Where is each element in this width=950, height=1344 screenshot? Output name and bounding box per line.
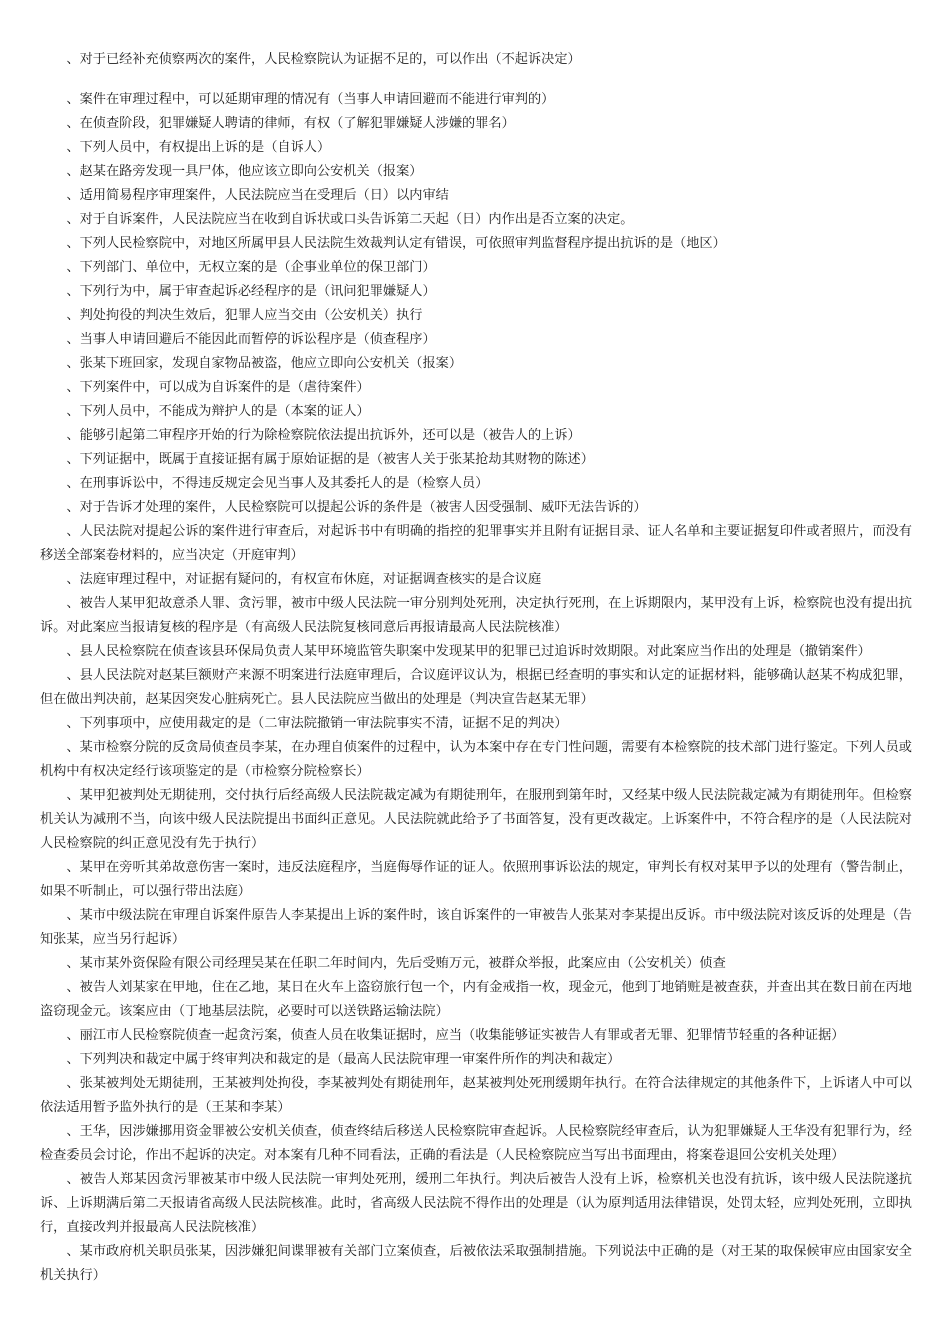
question-item: 、丽江市人民检察院侦查一起贪污案，侦查人员在收集证据时，应当（收集能够证实被告人有罪或者无罪、犯罪情节轻重的各种证据）	[66, 1028, 845, 1043]
question-item: 、下列判决和裁定中属于终审判决和裁定的是（最高人民法院审理一审案件所作的判决和裁定）	[66, 1052, 621, 1067]
question-item: 、当事人申请回避后不能因此而暂停的诉讼程序是（侦查程序）	[66, 332, 436, 347]
question-item: 、下列人员中，有权提出上诉的是（自诉人）	[66, 140, 331, 155]
question-item: 、被告人某甲犯故意杀人罪、贪污罪，被市中级人民法院一审分别判处死刑，决定执行死刑，在上诉期限内，某甲没有上诉，检察院也没有提出抗诉。对此案应当报请复核的程序是（有高级人民法院复核同意后再报请最高人民法院核准）	[40, 596, 912, 635]
question-item: 、法庭审理过程中，对证据有疑问的，有权宣布休庭，对证据调查核实的是合议庭	[66, 572, 542, 587]
question-item: 、下列证据中，既属于直接证据有属于原始证据的是（被害人关于张某抢劫其财物的陈述）	[66, 452, 594, 467]
question-item: 、判处拘役的判决生效后，犯罪人应当交由（公安机关）执行	[66, 308, 423, 323]
question-item: 、王华，因涉嫌挪用资金罪被公安机关侦查，侦查终结后移送人民检察院审查起诉。人民检察院经审查后，认为犯罪嫌疑人王华没有犯罪行为，经检查委员会讨论，作出不起诉的决定。对本案有几种不同看法，正确的看法是（人民检察院应当写出书面理由，将案卷退回公安机关处理）	[40, 1124, 912, 1163]
question-item: 、被告人郑某因贪污罪被某市中级人民法院一审判处死刑，缓刑二年执行。判决后被告人没有上诉，检察机关也没有抗诉，该中级人民法院遂抗诉、上诉期满后第二天报请省高级人民法院核准。此时，省高级人民法院不得作出的处理是（认为原判适用法律错误，处罚太轻，应判处死刑，立即执行，直接改判并报最高人民法院核准）	[40, 1172, 912, 1235]
question-item: 、对于自诉案件，人民法院应当在收到自诉状或口头告诉第二天起（日）内作出是否立案的决定。	[66, 212, 634, 227]
question-item: 、下列人员中，不能成为辩护人的是（本案的证人）	[66, 404, 370, 419]
question-item: 、下列案件中，可以成为自诉案件的是（虐待案件）	[66, 380, 370, 395]
question-item: 、对于已经补充侦察两次的案件，人民检察院认为证据不足的，可以作出（不起诉决定）	[66, 52, 581, 67]
question-item: 、能够引起第二审程序开始的行为除检察院依法提出抗诉外，还可以是（被告人的上诉）	[66, 428, 581, 443]
question-item: 、下列部门、单位中，无权立案的是（企事业单位的保卫部门）	[66, 260, 436, 275]
question-item: 、赵某在路旁发现一具尸体，他应该立即向公安机关（报案）	[66, 164, 423, 179]
question-item: 、某甲犯被判处无期徒刑，交付执行后经高级人民法院裁定减为有期徒刑年，在服刑到第年时，又经某中级人民法院裁定减为有期徒刑年。但检察机关认为减刑不当，向该中级人民法院提出书面纠正意见。人民法院就此给予了书面答复，没有更改裁定。上诉案件中，不符合程序的是（人民法院对人民检察院的纠正意见没有先于执行）	[40, 788, 912, 851]
question-item: 、在刑事诉讼中，不得违反规定会见当事人及其委托人的是（检察人员）	[66, 476, 489, 491]
question-item: 、县人民检察院在侦查该县环保局负责人某甲环境监管失职案中发现某甲的犯罪已过追诉时效期限。对此案应当作出的处理是（撤销案件）	[66, 644, 871, 659]
question-item: 、县人民法院对赵某巨额财产来源不明案进行法庭审理后，合议庭评议认为，根据已经查明的事实和认定的证据材料，能够确认赵某不构成犯罪，但在做出判决前，赵某因突发心脏病死亡。县人民法院应当做出的处理是（判决宣告赵某无罪）	[40, 668, 912, 707]
question-item: 、人民法院对提起公诉的案件进行审查后，对起诉书中有明确的指控的犯罪事实并且附有证据目录、证人名单和主要证据复印件或者照片，而没有移送全部案卷材料的，应当决定（开庭审判）	[40, 524, 912, 563]
question-item: 、张某下班回家，发现自家物品被盗，他应立即向公安机关（报案）	[66, 356, 463, 371]
question-item: 、下列人民检察院中，对地区所属甲县人民法院生效裁判认定有错误，可依照审判监督程序提出抗诉的是（地区）	[66, 236, 726, 251]
question-item: 、某市检察分院的反贪局侦查员李某，在办理自侦案件的过程中，认为本案中存在专门性问题，需要有本检察院的技术部门进行鉴定。下列人员或机构中有权决定经行该项鉴定的是（市检察分院检察长）	[40, 740, 912, 779]
document-page	[40, 48, 912, 1288]
question-item: 、在侦查阶段，犯罪嫌疑人聘请的律师，有权（了解犯罪嫌疑人涉嫌的罪名）	[66, 116, 515, 131]
question-item: 、张某被判处无期徒刑，王某被判处拘役，李某被判处有期徒刑年，赵某被判处死刑缓期年执行。在符合法律规定的其他条件下，上诉诸人中可以依法适用暂予监外执行的是（王某和李某）	[40, 1076, 912, 1115]
question-item: 、被告人刘某家在甲地，住在乙地，某日在火车上盗窃旅行包一个，内有金戒指一枚，现金元，他到丁地销赃是被查获，并查出其在数日前在丙地盗窃现金元。该案应由（丁地基层法院，必要时可以送铁路运输法院）	[40, 980, 912, 1019]
question-item: 、适用简易程序审理案件，人民法院应当在受理后（日）以内审结	[66, 188, 449, 203]
question-item: 、某市中级法院在审理自诉案件原告人李某提出上诉的案件时，该自诉案件的一审被告人张某对李某提出反诉。市中级法院对该反诉的处理是（告知张某，应当另行起诉）	[40, 908, 912, 947]
question-item: 、某市某外资保险有限公司经理吴某在任职二年时间内，先后受贿万元，被群众举报，此案应由（公安机关）侦查	[66, 956, 726, 971]
question-item: 、案件在审理过程中，可以延期审理的情况有（当事人申请回避而不能进行审判的）	[66, 92, 555, 107]
question-item: 、某甲在旁听其弟故意伤害一案时，违反法庭程序，当庭侮辱作证的证人。依照刑事诉讼法的规定，审判长有权对某甲予以的处理有（警告制止，如果不听制止，可以强行带出法庭）	[40, 860, 912, 899]
question-item: 、下列事项中，应使用裁定的是（二审法院撤销一审法院事实不清，证据不足的判决）	[66, 716, 568, 731]
question-item: 、某市政府机关职员张某，因涉嫌犯间谍罪被有关部门立案侦查，后被依法采取强制措施。下列说法中正确的是（对王某的取保候审应由国家安全机关执行）	[40, 1244, 912, 1283]
question-item: 、下列行为中，属于审查起诉必经程序的是（讯问犯罪嫌疑人）	[66, 284, 436, 299]
question-item: 、对于告诉才处理的案件，人民检察院可以提起公诉的条件是（被害人因受强制、威吓无法告诉的）	[66, 500, 647, 515]
